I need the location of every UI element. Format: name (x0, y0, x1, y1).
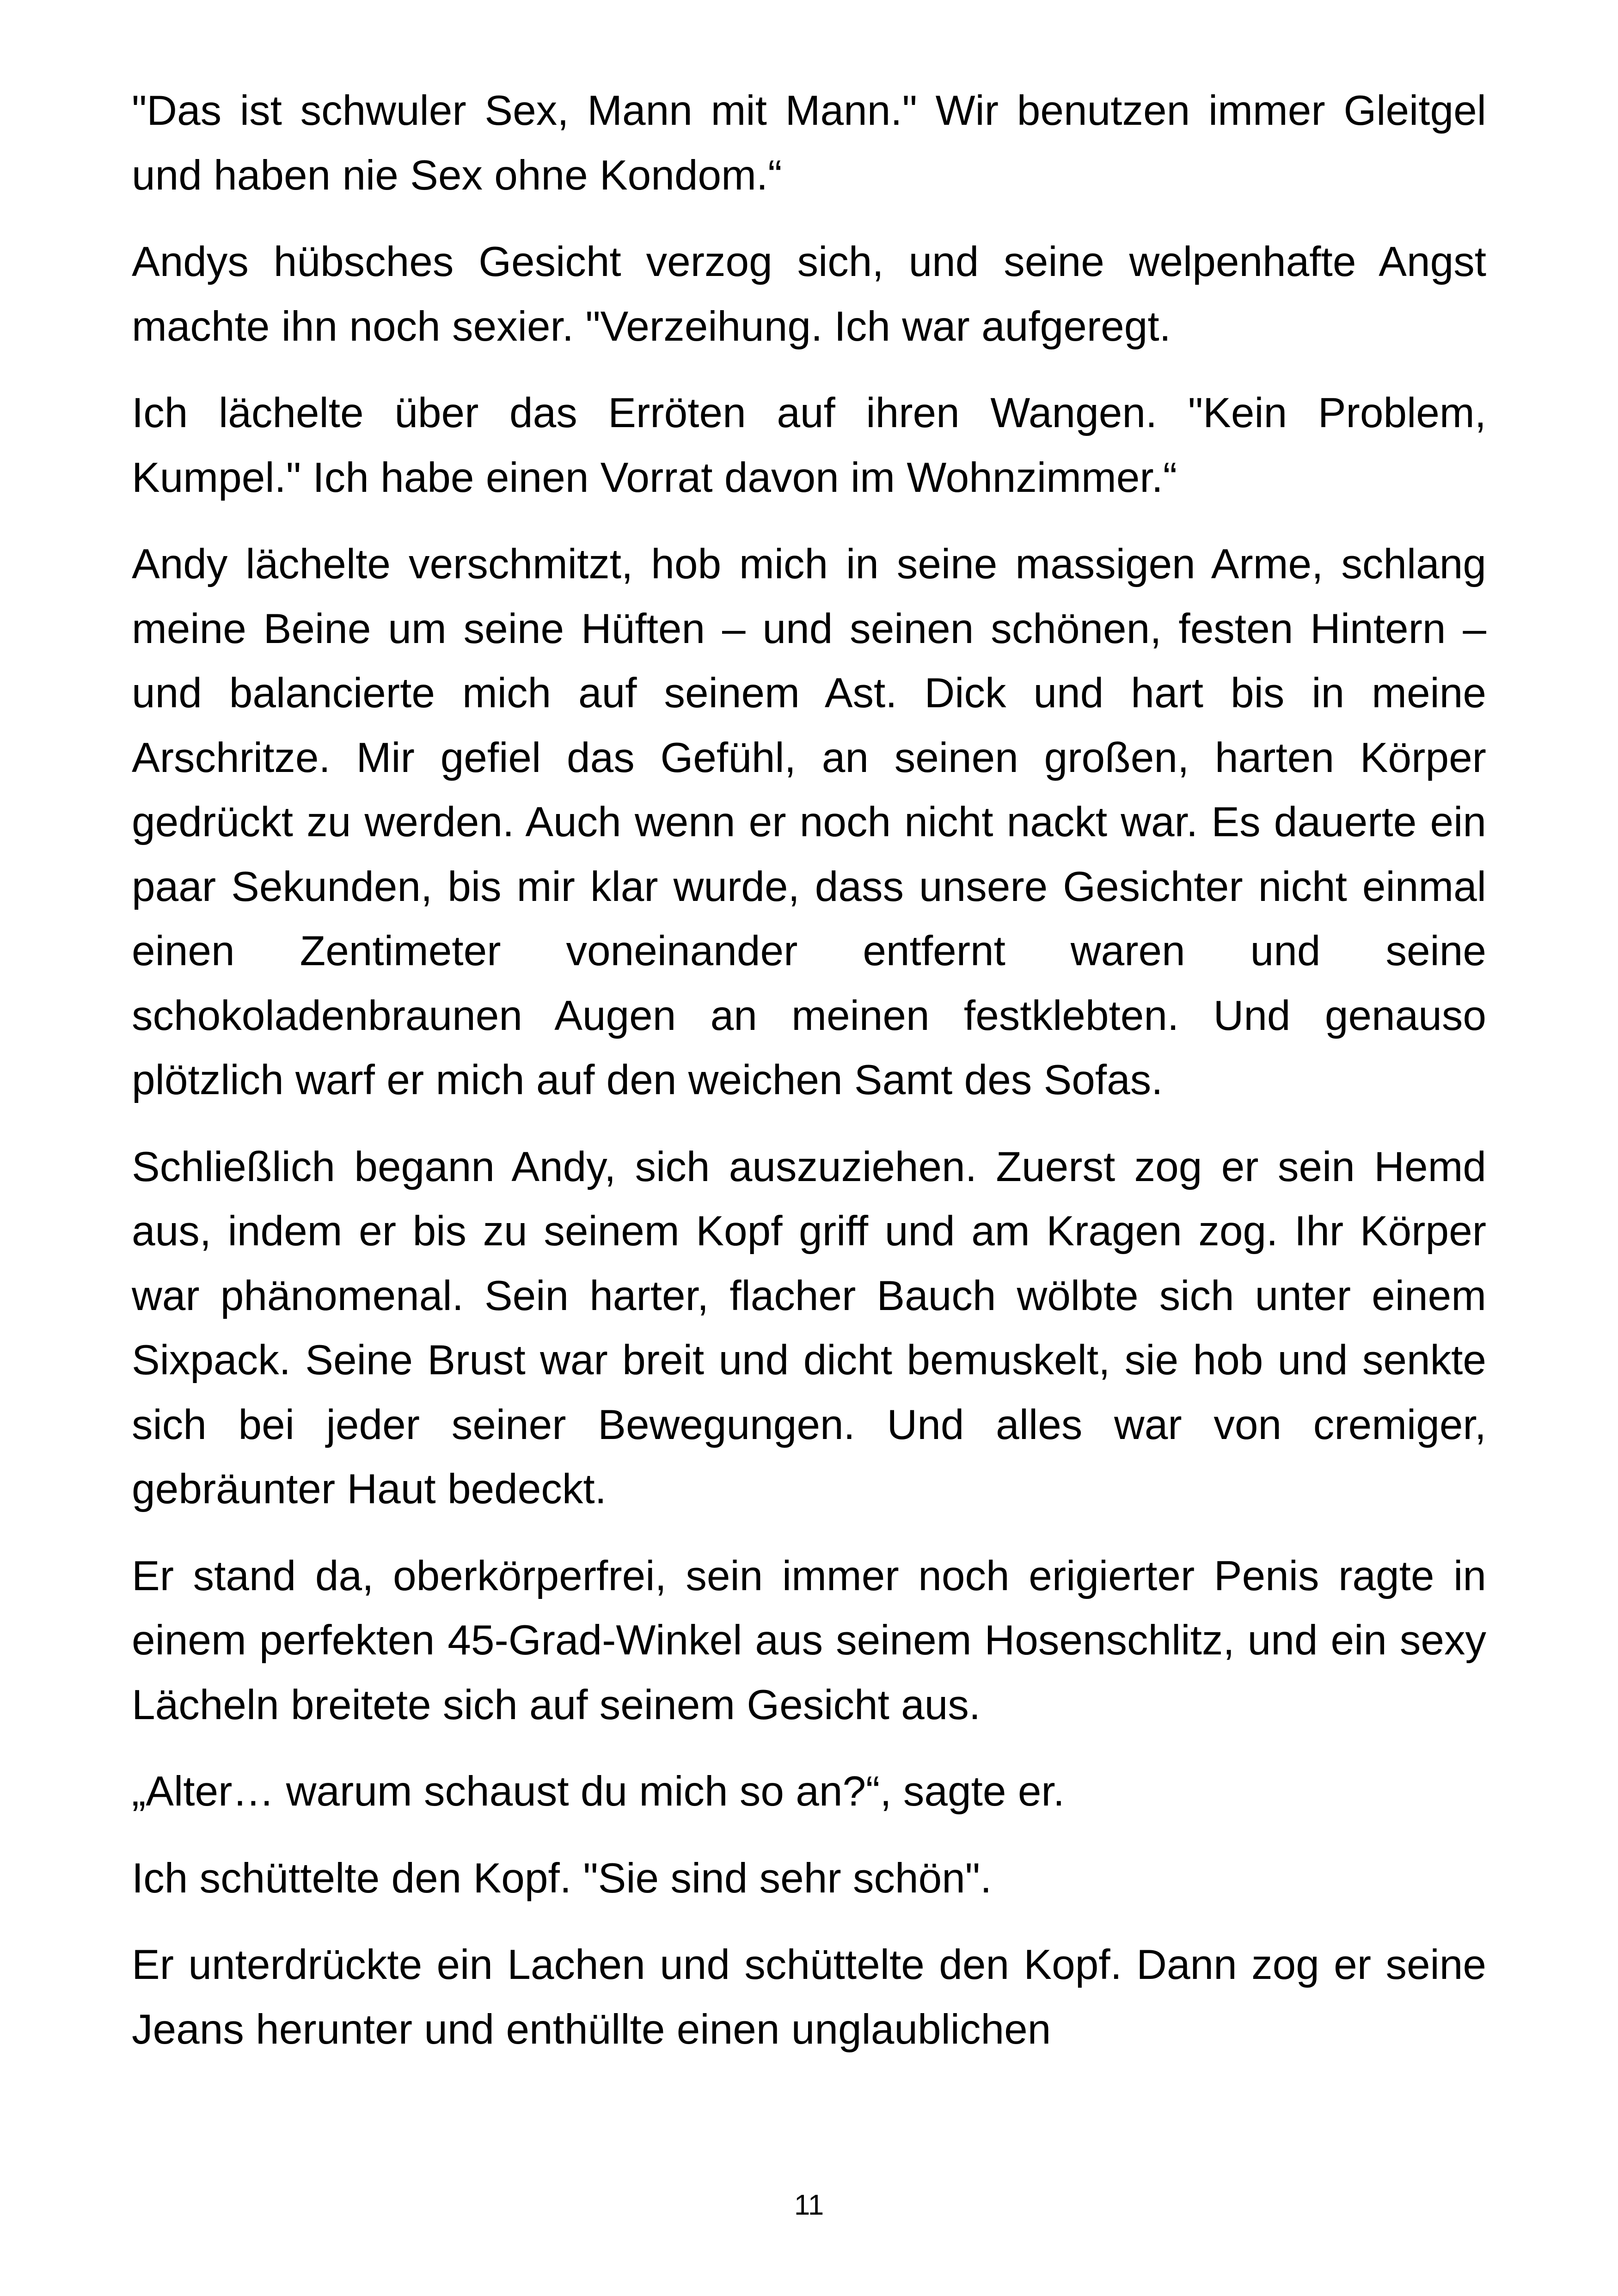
paragraph-8: Ich schüttelte den Kopf. "Sie sind sehr schön". (132, 1855, 992, 1902)
paragraph-3: Ich lächelte über das Erröten auf ihren Wangen. "Kein Problem, Kumpel." Ich habe einen Vorrat davon im Wohnzimmer.“ (132, 390, 1486, 501)
paragraph-5: Schließlich begann Andy, sich auszuziehen. Zuerst zog er sein Hemd aus, indem er bis zu seinem Kopf griff und am Kragen zog. Ihr Körper war phänomenal. Sein harter, flacher Bauch wölbte sich unter einem Sixpack. Seine Brust war breit und dicht bemuskelt, sie hob und senkte sich bei jeder seiner Bewegungen. Und alles war von cremiger, gebräunter Haut bedeckt. (132, 1143, 1486, 1512)
paragraph-4: Andy lächelte verschmitzt, hob mich in seine massigen Arme, schlang meine Beine um seine Hüften – und seinen schönen, festen Hintern – und balancierte mich auf seinem Ast. Dick und hart bis in meine Arschritze. Mir gefiel das Gefühl, an seinen großen, harten Körper gedrückt zu werden. Auch wenn er noch nicht nackt war. Es dauerte ein paar Sekunden, bis mir klar wurde, dass unsere Gesichter nicht einmal einen Zentimeter voneinander entfernt waren und seine schokoladenbraunen Augen an meinen festklebten. Und genauso plötzlich warf er mich auf den weichen Samt des Sofas. (132, 541, 1486, 1103)
paragraph-6: Er stand da, oberkörperfrei, sein immer noch erigierter Penis ragte in einem perfekten 45-Grad-Winkel aus seinem Hosenschlitz, und ein sexy Lächeln breitete sich auf seinem Gesicht aus. (132, 1552, 1486, 1728)
paragraph-9: Er unterdrückte ein Lachen und schüttelte den Kopf. Dann zog er seine Jeans herunter und enthüllte einen unglaublichen (132, 1941, 1486, 2053)
page-number: 11 (794, 2189, 824, 2221)
text-body (132, 79, 1486, 2084)
paragraph-1: "Das ist schwuler Sex, Mann mit Mann." Wir benutzen immer Gleitgel und haben nie Sex ohne Kondom.“ (132, 87, 1486, 199)
paragraph-7: „Alter… warum schaust du mich so an?“, sagte er. (132, 1768, 1065, 1815)
paragraph-2: Andys hübsches Gesicht verzog sich, und seine welpenhafte Angst machte ihn noch sexier. "Verzeihung. Ich war aufgeregt. (132, 239, 1486, 350)
